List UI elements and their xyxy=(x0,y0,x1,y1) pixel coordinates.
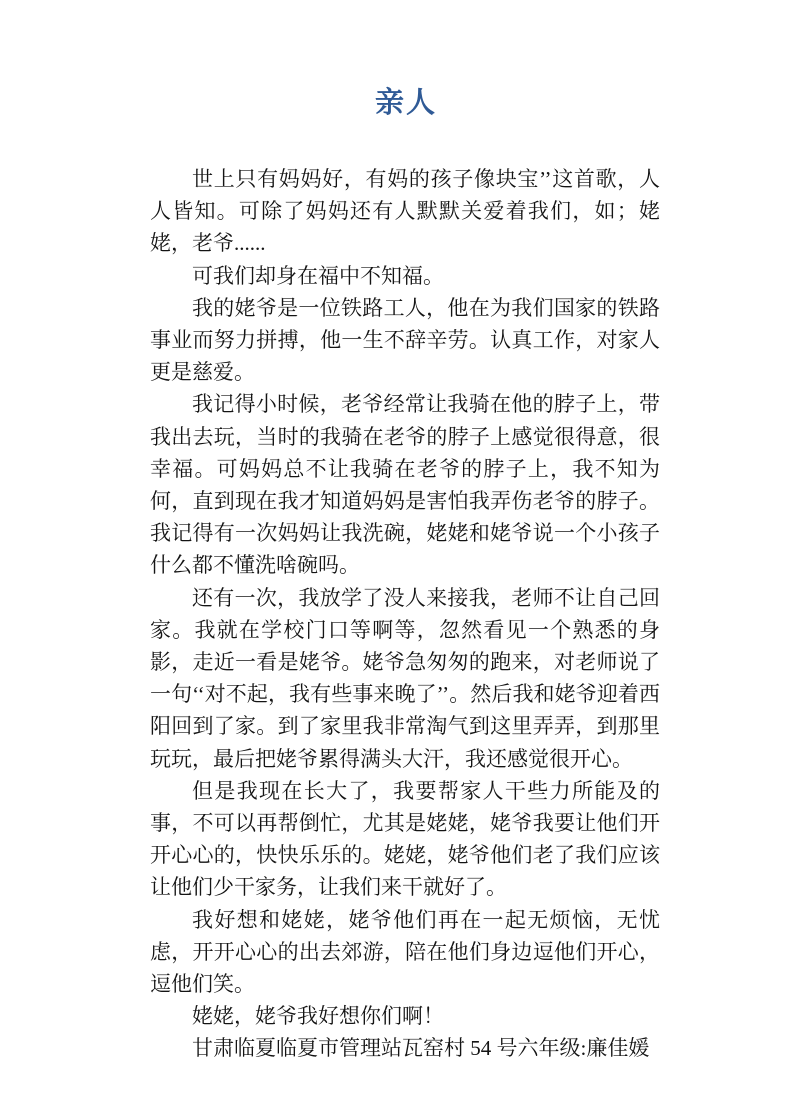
essay-paragraph: 可我们却身在福中不知福。 xyxy=(192,263,444,288)
page-title: 亲人 xyxy=(374,87,437,119)
essay-paragraph: 我的姥爷是一位铁路工人，他在为我们国家的铁路事业而努力拼搏，他一生不辞辛劳。认真工作，对家人更是慈爱。 xyxy=(150,295,660,385)
essay-body xyxy=(150,163,660,1065)
author-signature-line: 甘肃临夏临夏市管理站瓦窑村 54 号六年级:廉佳媛 xyxy=(192,1036,650,1061)
essay-paragraph: 姥姥，姥爷我好想你们啊！ xyxy=(192,1004,444,1029)
essay-paragraph: 世上只有妈妈好，有妈的孩子像块宝’’这首歌，人人皆知。可除了妈妈还有人默默关爱着我们，如；姥姥，老爷...... xyxy=(150,167,660,256)
essay-paragraph: 我记得小时候，老爷经常让我骑在他的脖子上，带我出去玩，当时的我骑在老爷的脖子上感觉很得意，很幸福。可妈妈总不让我骑在老爷的脖子上，我不知为何，直到现在我才知道妈妈是害怕我弄伤老爷的脖子。我记得有一次妈妈让我洗碗，姥姥和姥爷说一个小孩子什么都不懂洗啥碗吗。 xyxy=(150,392,660,578)
essay-paragraph: 还有一次，我放学了没人来接我，老师不让自己回家。我就在学校门口等啊等，忽然看见一个熟悉的身影，走近一看是姥爷。姥爷急匆匆的跑来，对老师说了一句‘‘对不起，我有些事来晚了’’。然后我和姥爷迎着西阳回到了家。到了家里我非常淘气到这里弄弄，到那里玩玩，最后把姥爷累得满头大汗，我还感觉很开心。 xyxy=(150,585,660,771)
essay-paragraph: 我好想和姥姥，姥爷他们再在一起无烦恼，无忧虑，开开心心的出去郊游，陪在他们身边逗他们开心，逗他们笑。 xyxy=(150,907,660,997)
essay-paragraph: 但是我现在长大了，我要帮家人干些力所能及的事，不可以再帮倒忙，尤其是姥姥，姥爷我要让他们开开心心的，快快乐乐的。姥姥，姥爷他们老了我们应该让他们少干家务，让我们来干就好了。 xyxy=(150,778,660,900)
